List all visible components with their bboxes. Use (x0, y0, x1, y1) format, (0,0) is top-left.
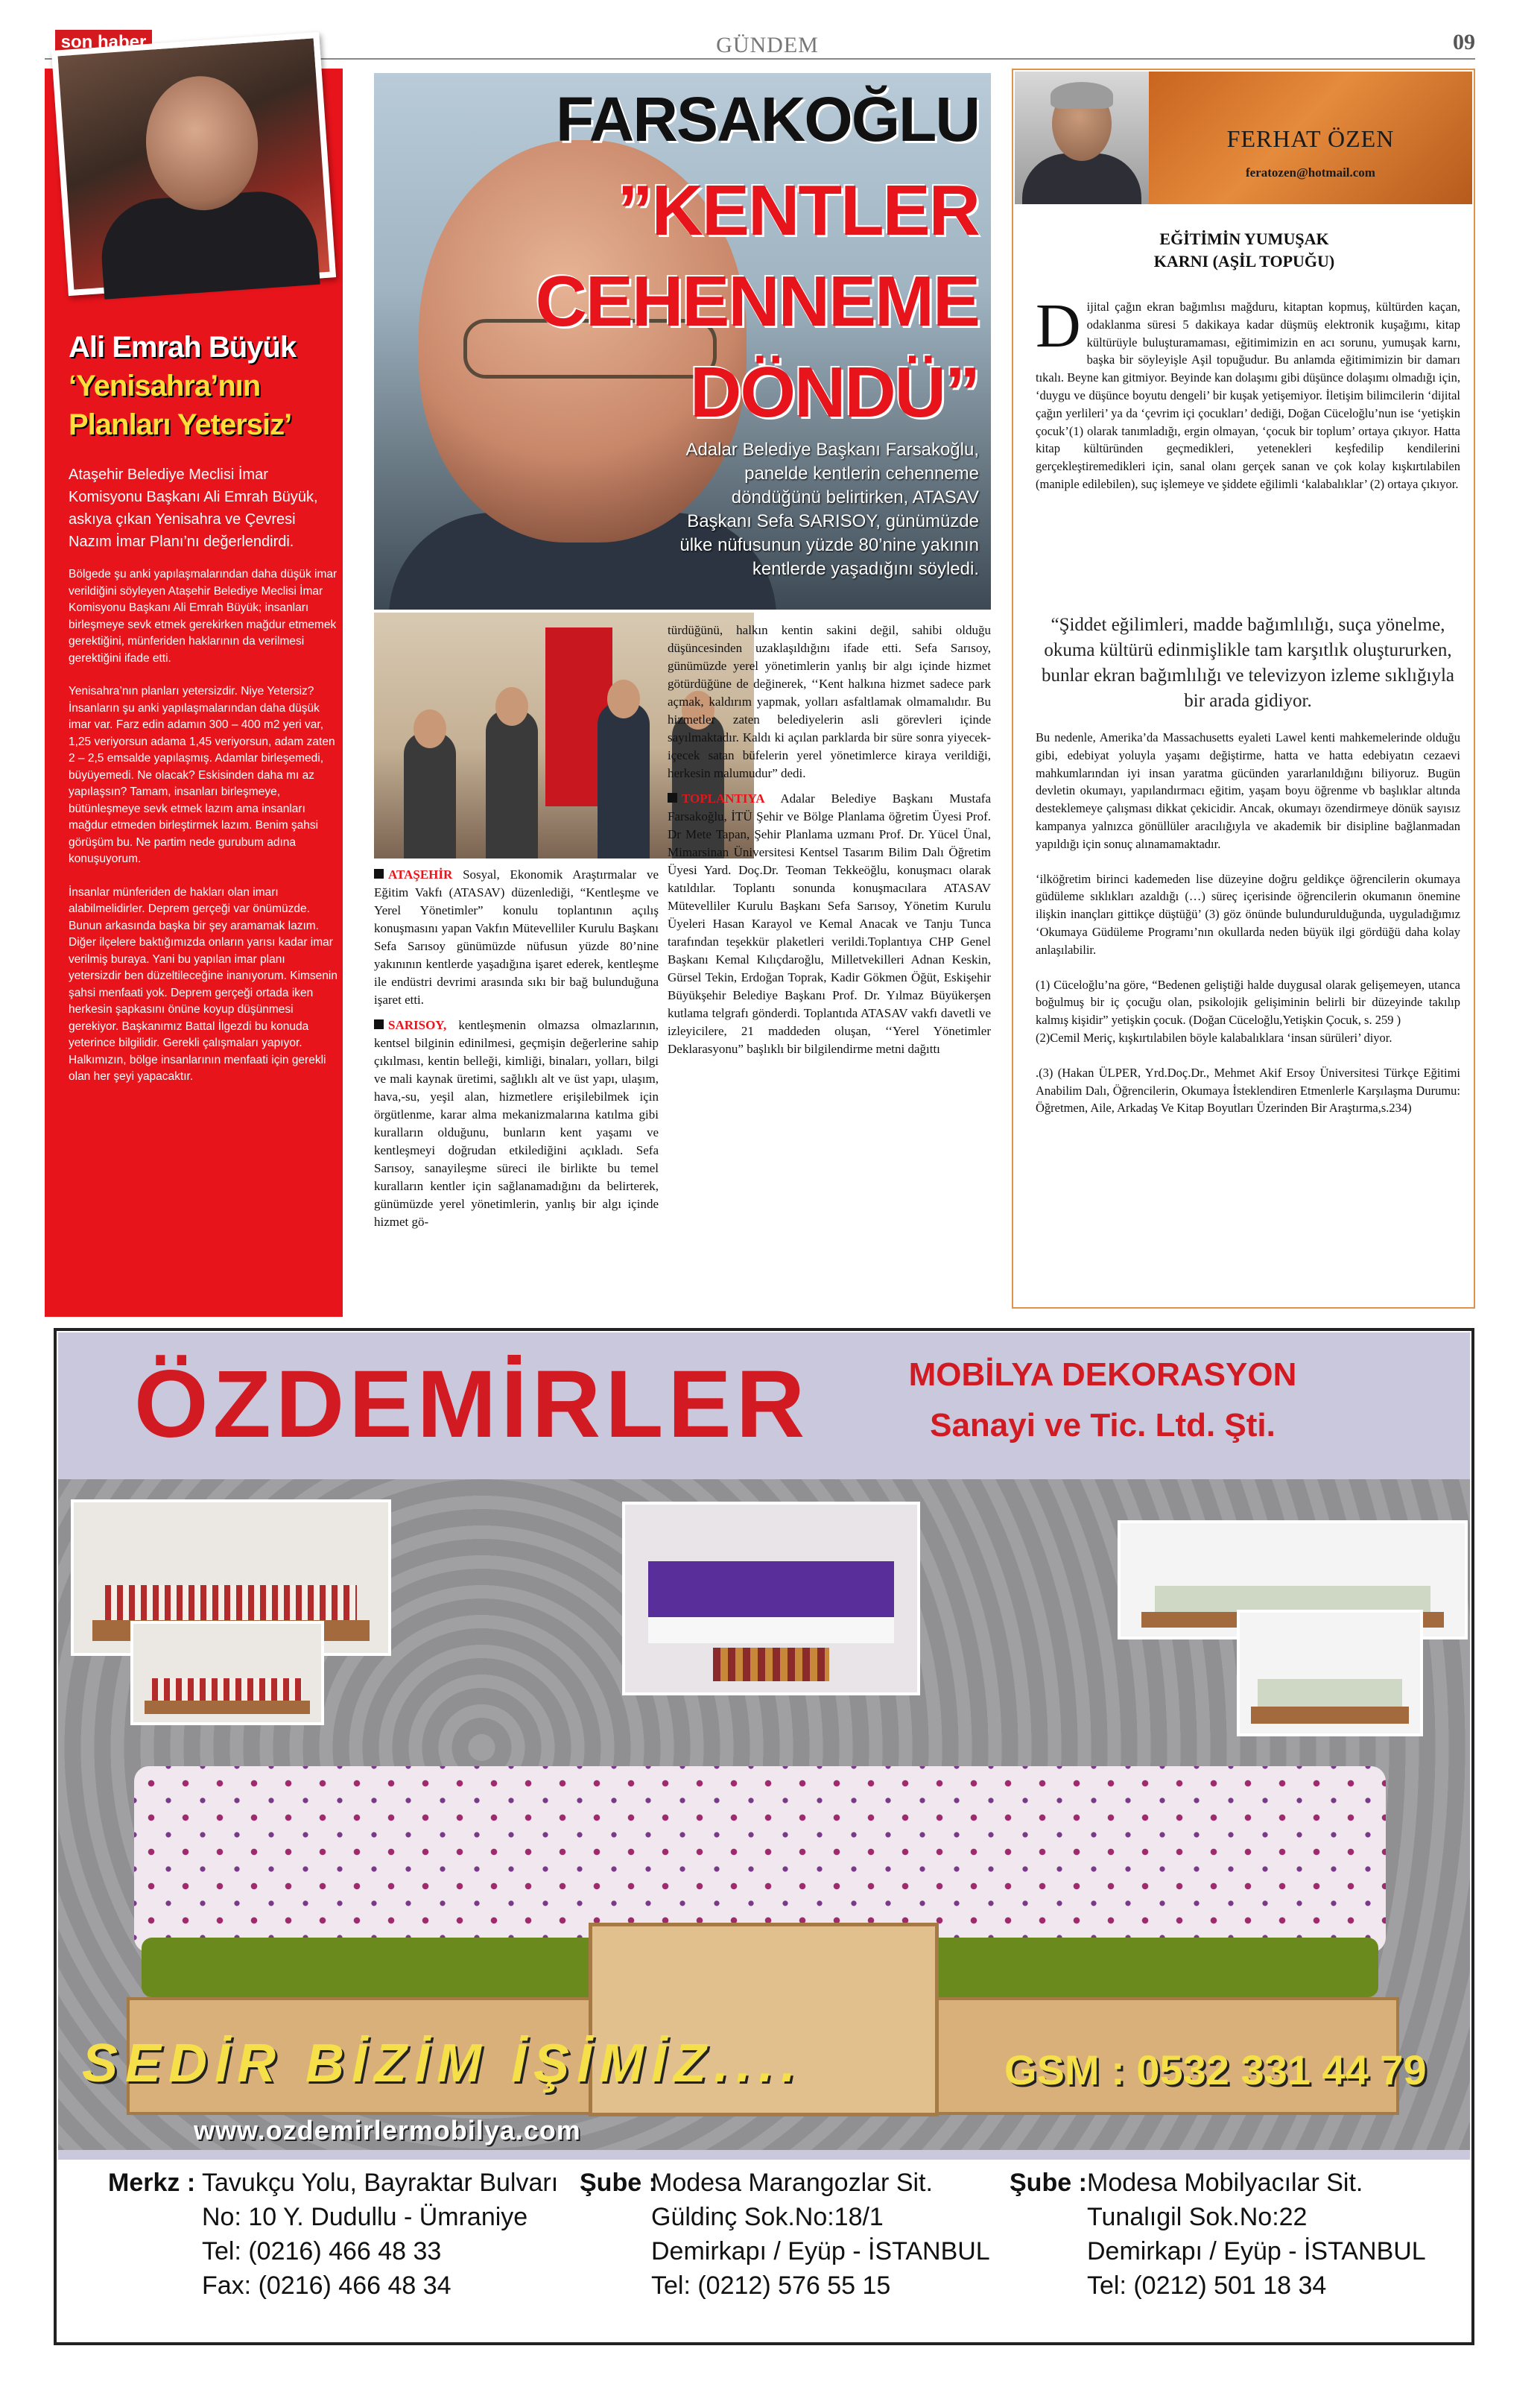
address-line: Modesa Marangozlar Sit. (651, 2169, 933, 2197)
photo-person (598, 702, 650, 859)
main-headline-line-3: CEHENNEME (535, 262, 979, 341)
left-story-headline (69, 328, 337, 444)
paragraph-keyword: TOPLANTIYA (682, 791, 765, 806)
ad-slogan: SEDİR BİZİM İŞİMİZ.... (82, 2034, 804, 2093)
ad-subtitle-1: MOBİLYA DEKORASYON (908, 1356, 1297, 1393)
ad-gsm: GSM : 0532 331 44 79 (1004, 2046, 1427, 2093)
column-paragraph: (1) Cüceloğlu’na göre, “Bedenen geliştiği halde duygusal olarak gelişemeyen, utanca boğulmuş bir iç çocuğu olan, psikolojik gelişiminin belirli bir düzeyinde takılıp kalmış kişidir” yetişkin çocuk. (Doğan Cüceloğlu,Yetişkin Çocuk, s. 259 ) (2)Cemil Meriç, kışkırtılabilen böyle kalabalıklara ‘insan sürüleri’ diyor. (1036, 977, 1460, 1045)
main-headline-line-2: ”KENTLER (617, 171, 979, 250)
column-body (1036, 729, 1460, 1134)
paragraph-text: kentleşmenin olmazsa olmazlarının, kentsel bilginin edinilmesi, geçmişin değerlerine sahip çıkılması, kentin belleği, kimliği, binaları, yolları, bilgi ve mali kaynak üretimi, sağlıklı alt ve üst yapı, ulaşım, hava,-su, yeşil alan, hizmetlere erişilebilmek için örgütlenme, karar alma mekanizmalarına katılma gibi kuralların olduğunu, bunların kent yaşamı ve kentleşmeyi doğrudan etkilediğini açıkladı. Sefa Sarısoy, sanayileşme süreci ile birlikte bu temel kuralların kentler için sağlanamadığını da belirterek, günümüzde yerel yönetimlerin, yanlış bir algı içinde hizmet gö- (374, 1018, 659, 1229)
address-line: Tavukçu Yolu, Bayraktar Bulvarı (202, 2169, 559, 2197)
column-intro-paragraph (1036, 291, 1460, 493)
left-story-paragraph: İnsanlar münferiden de hakları olan imarı alabilmelidirler. Deprem gerçeği var önümüzde. Bunun arkasında başka bir şey aramamak lazım. Diğer ilçelere baktığımızda onların yarısı kadar imar verilmiş buraya. Yani bu yapılan imar planı yetersizdir ben düzeltileceğine inanıyorum. Kimsenin şahsi menfaati yok. Deprem gerçeği ortada iken herkesin şapkasını önüne koyup düşünmesi gerekiyor. Başkanımız Battal İlgezdi bu konuda yeterince bilgilidir. Gerekli çalışmaları yapıyor. Halkımızın, bölge insanlarının menfaati için gerekli olan her şeyi yapacaktır. (69, 885, 338, 1083)
author-name: FERHAT ÖZEN (1226, 125, 1395, 152)
paragraph-text: Sosyal, Ekonomik Araştırmalar ve Eğitim Vakfı (ATASAV) düzenlediği, “Kentleşme ve Yerel Yönetimler” konulu toplantının açılış konuşmasını yapan Vakfın Mütevelliler Kurulu Başkanı Sefa Sarısoy günümüzde nüfusun yüzde 80’nine yakınının kentlerde yaşadığına işaret ederek, kentleşme ile endüstri devrimi arasında sıkı bir bağ bulunduğuna işaret etti. (374, 867, 659, 1007)
main-story-lead: Adalar Belediye Başkanı Farsakoğlu, panelde kentlerin cehenneme döndüğünü belirtirken, ATASAV Başkanı Sefa SARISOY, günümüzde ülke nüfusunun yüzde 80’nine yakının kentlerde yaşadığını söyledi. (679, 440, 979, 579)
author-email: feratozen@hotmail.com (1246, 165, 1375, 180)
paragraph-text: türdüğünü, halkın kentin sakini değil, sahibi olduğu düşüncesinden uzaklaşıldığını ifade etti. Sefa Sarısoy, günümüzde yerel yönetimlerin yanlış bir algı içinde hizmet götürdüğüne de değinerek, ‘‘Kent halkına hizmet sadece park açmak, kaldırım yapmak, yolları asfaltlamak olmamalıdır. Bu hizmetler zaten belediyelerin asli görevleri içinde sayılmaktadır. Kaldı ki açılan parklarda bir süre sonra yiyecek-içecek satan büfelerin yerel yönetimlerce kiraya verildiği, herkesin malumudur” dedi. (668, 623, 991, 780)
photo-person-head (413, 709, 446, 748)
paragraph-keyword: ATAŞEHİR (388, 867, 453, 882)
column-title-line-2: KARNI (AŞİL TOPUĞU) (1153, 252, 1335, 271)
column-paragraph: ‘ilköğretim birinci kademeden lise düzeyine doğru geldikçe öğrencilerin okumaya güdüleme sıklıkları azaldığı (…) süreç içerisinde öğrencilerin okumanın önemine ilişkin inançları gittikçe düştüğü’ (3) göz önünde bulundurulduğunda, uyguladığımız ‘Okumaya Güdüleme Programı’nın okullarda neden büyük ilgi gördüğü daha kolay anlaşılabilir. (1036, 871, 1460, 957)
product-base (648, 1617, 893, 1643)
paragraph-text: Adalar Belediye Başkanı Mustafa Farsakoğlu, İTÜ Şehir ve Bölge Planlama öğretim Üyesi Prof. Dr Mete Tapan, Şehir Planlama uzmanı Prof. Dr. Yücel Ünal, Mimarsinan Üniversitesi Kentsel Tasarım Bilim Dalı Öğretim Üyesi Yard. Doç.Dr. Teoman Tekkeöğlu, konuşmacı olarak katıldılar. Toplantı sonunda konuşmacılara ATASAV Mütevelliler Kurulu Başkanı Sefa Sarısoy, Yönetim Kurulu Üyeleri Hasan Karayol ve Kemal Anacak ve Tanju Tunca tarafından teşekkür plaketleri verildi.Toplantıya CHP Genel Başkanı Kemal Kılıçdaroğlu, Milletvekilleri Adnan Keskin, Gürsel Tekin, Erdoğan Toprak, Kadir Gökmen Öğüt, Eskişehir Büyükşehir Belediye Başkanı Prof. Dr. Yılmaz Büyükerşen kutlama telgrafı gönderdi. Toplantıda ATASAV vakfı davetli ve izleyicilere, 21 maddeden oluşan, ‘‘Yerel Yönetimler Deklarasyonu” başlıklı bir bilgilendirme metni dağıttı (668, 791, 991, 1056)
column-intro-text: ijital çağın ekran bağımlısı mağduru, kitaptan kopmuş, kültürden kaçan, odaklanma süresi 5 dakikaya kadar düşmüş elektronik kuşağımı, kitap kültürüyle buluşturamaması, eğitimimizin en acı sorunu, yumuşak karnı, başka bir söyleyişle Aşil topuğudur. Bu anlamda eğitimimizin bir damarı tıkalı. Beyne kan gitmiyor. Beyinde kan dolaşımı gibi düşünce dolaşımı olmadığı için, ‘duygu ve düşünce boyutu dengeli’ bir kuşak yetişemiyor. İletişim bilimcilerin ‘dijital çağın yerlileri’ ya da ‘çevrim içi çocukları’ dediği, Doğan Cüceloğlu’nun ise ‘yetişkin çocuk’(1) olarak tanımladığı, ergin olmayan, ‘çocuk bir toplum’ ortaya çıkıyor. Hatta kitap kültüründen geçmedikleri, yetenekleri keşfedilip kendilerini gerçekleştiremedikleri için, sanal olanı gerçek sanan ve çok kolay kışkırtılabilen (maniple edilebilen), suç işlemeye ve şiddete eğilimli ‘kalabalıklar’ (2) ortaya çıkıyor. (1036, 300, 1460, 491)
left-story-body (69, 566, 338, 1102)
ad-brand-name: ÖZDEMİRLER (134, 1351, 810, 1458)
main-story-column-1 (374, 866, 659, 1239)
paragraph-keyword: SARISOY, (388, 1018, 447, 1032)
address-line: Demirkapı / Eyüp - İSTANBUL (651, 2237, 990, 2265)
bullet-square (668, 793, 677, 803)
address-line: Tunalıgil Sok.No:22 (1087, 2203, 1308, 2231)
column-intro (1036, 291, 1460, 493)
bullet-square (374, 1019, 384, 1029)
left-headline-line-1: Ali Emrah Büyük (69, 331, 297, 364)
product-seat (648, 1561, 893, 1618)
product-seat (152, 1678, 302, 1703)
left-headline-line-2: ‘Yenisahra’nın (69, 370, 261, 402)
ad-subtitle-2: Sanayi ve Tic. Ltd. Şti. (930, 1407, 1276, 1444)
main-story-paragraph (374, 1016, 659, 1231)
address-label: Şube : (1010, 2169, 1087, 2197)
photo-person-head (495, 687, 528, 726)
column-paragraph: .(3) (Hakan ÜLPER, Yrd.Doç.Dr., Mehmet Akif Ersoy Üniversitesi Türkçe Eğitimi Anabilim Dalı, Öğrencilerin, Okumaya İsteklendiren Etmenlerle Karşılaşma Durumu: Öğretmen, Aile, Arkadaş Ve Kitap Boyutları Üzerinden Bir Araştırma,s.234) (1036, 1065, 1460, 1116)
address-label: Şube : (580, 2169, 657, 2197)
address-line: No: 10 Y. Dudullu - Ümraniye (202, 2203, 528, 2231)
main-story-paragraph (374, 866, 659, 1009)
product-frame (145, 1701, 310, 1714)
left-headline-line-3: Planları Yetersiz’ (69, 408, 292, 441)
photo-person (404, 732, 456, 859)
product-seat (105, 1585, 357, 1623)
newspaper-logo: son haber (55, 30, 152, 55)
drop-cap: D (1036, 291, 1081, 361)
product-rug (713, 1648, 830, 1681)
ad-product-photo (622, 1502, 920, 1695)
ad-product-photo (1237, 1610, 1423, 1736)
pull-quote: “Şiddet eğilimleri, madde bağımlılığı, suça yönelme, okuma kültürü edinmişlikle tam karşıtlık oluştururken, bunlar ekran bağımlılığı ve televizyon izleme sıklığıyla bir arada gidiyor. (1041, 615, 1454, 711)
section-title: GÜNDEM (716, 33, 819, 57)
main-story-paragraph (668, 790, 991, 1058)
left-story-lead: Ataşehir Belediye Meclisi İmar Komisyonu Başkanı Ali Emrah Büyük, askıya çıkan Yenisahra ve Çevresi Nazım İmar Planı’nı değerlendirdi. (69, 467, 318, 550)
main-story-paragraph (668, 622, 991, 782)
address-line: Modesa Mobilyacılar Sit. (1087, 2169, 1363, 2197)
author-photo (1015, 72, 1149, 204)
main-story-column-2 (668, 622, 991, 1066)
column-paragraph: Bu nedenle, Amerika’da Massachusetts eyaleti Lawel kenti mahkemelerinde olduğu gibi, edebiyat yoluyla yaşamı değiştirme, hatta ve hatta edebiyatın cezaevi mahkumlarından iyi insan yaratma gücünden yararlanıldığını biliyoruz. Bugün devletin okumayı, yapılandırmacı eğitim, yaşam boyu öğrenme vb başlıklar altında desteklemeye çalışması dikkat çekicidir. Ancak, okumayı özendirmeye dönük sayısız kampanya yalnızca gönüllüler aracılığıyla ve akademik bir disipline bağlanmadan yapıldığı için sonuç alınamamaktadır. (1036, 730, 1460, 851)
left-story-photo (51, 32, 336, 296)
left-story-paragraph: Yenisahra’nın planları yetersizdir. Niye Yetersiz? İnsanların şu anki yapılaşmalarından daha düşük imar var. Farz edin adamın 300 – 400 m2 yeri var, 1,25 veriyorsun adama 1,45 veriyorsun, adam zaten 2 – 2,5 emsalde yapılaşmış. Adamlar birleşemedi, büyüyemedi. Ne olacak? Eskisinden daha mı az yapılaşsın? Tamam, insanları birleşmeye, bütünleşmeye sevk etmek lazım ama insanları mağdur etmeden birleştirmek lazım. Benim şahsi görüşüm bu. Ne partim nede gurubum adına konuşuyorum. (69, 685, 335, 865)
address-line: Fax: (0216) 466 48 34 (202, 2271, 451, 2300)
photo-person-head (607, 680, 640, 718)
address-label: Merkz : (108, 2169, 196, 2197)
bullet-square (374, 869, 384, 879)
main-headline-line-1: FARSAKOĞLU (556, 84, 979, 154)
address-line: Demirkapı / Eyüp - İSTANBUL (1087, 2237, 1426, 2265)
column-title (1036, 228, 1453, 273)
address-line: Tel: (0212) 576 55 15 (651, 2271, 891, 2300)
photo-figure-hair (1051, 82, 1113, 109)
product-seat (1258, 1679, 1402, 1710)
address-line: Tel: (0212) 501 18 34 (1087, 2271, 1327, 2300)
main-headline-line-4: DÖNDÜ” (690, 352, 979, 432)
ad-website: www.ozdemirlermobilya.com (194, 2115, 581, 2146)
photo-person (486, 709, 538, 859)
address-line: Tel: (0216) 466 48 33 (202, 2237, 442, 2265)
ad-product-photo (130, 1621, 324, 1725)
address-line: Güldinç Sok.No:18/1 (651, 2203, 884, 2231)
column-title-line-1: EĞİTİMİN YUMUŞAK (1159, 230, 1329, 248)
left-story-paragraph: Bölgede şu anki yapılaşmalarından daha düşük imar verildiğini söyleyen Ataşehir Belediye Meclisi İmar Komisyonu Başkanı Ali Emrah Büyük; insanları birleşmeye sevk etmek gerekirken mağdur etmemek gerektiğini, münferiden haklarının da verilmesi gerektiğini ifade etti. (69, 568, 338, 665)
main-story-photo (374, 73, 991, 610)
photo-figure-body (1022, 154, 1141, 204)
product-frame (1251, 1707, 1410, 1724)
page-number: 09 (1453, 30, 1475, 54)
